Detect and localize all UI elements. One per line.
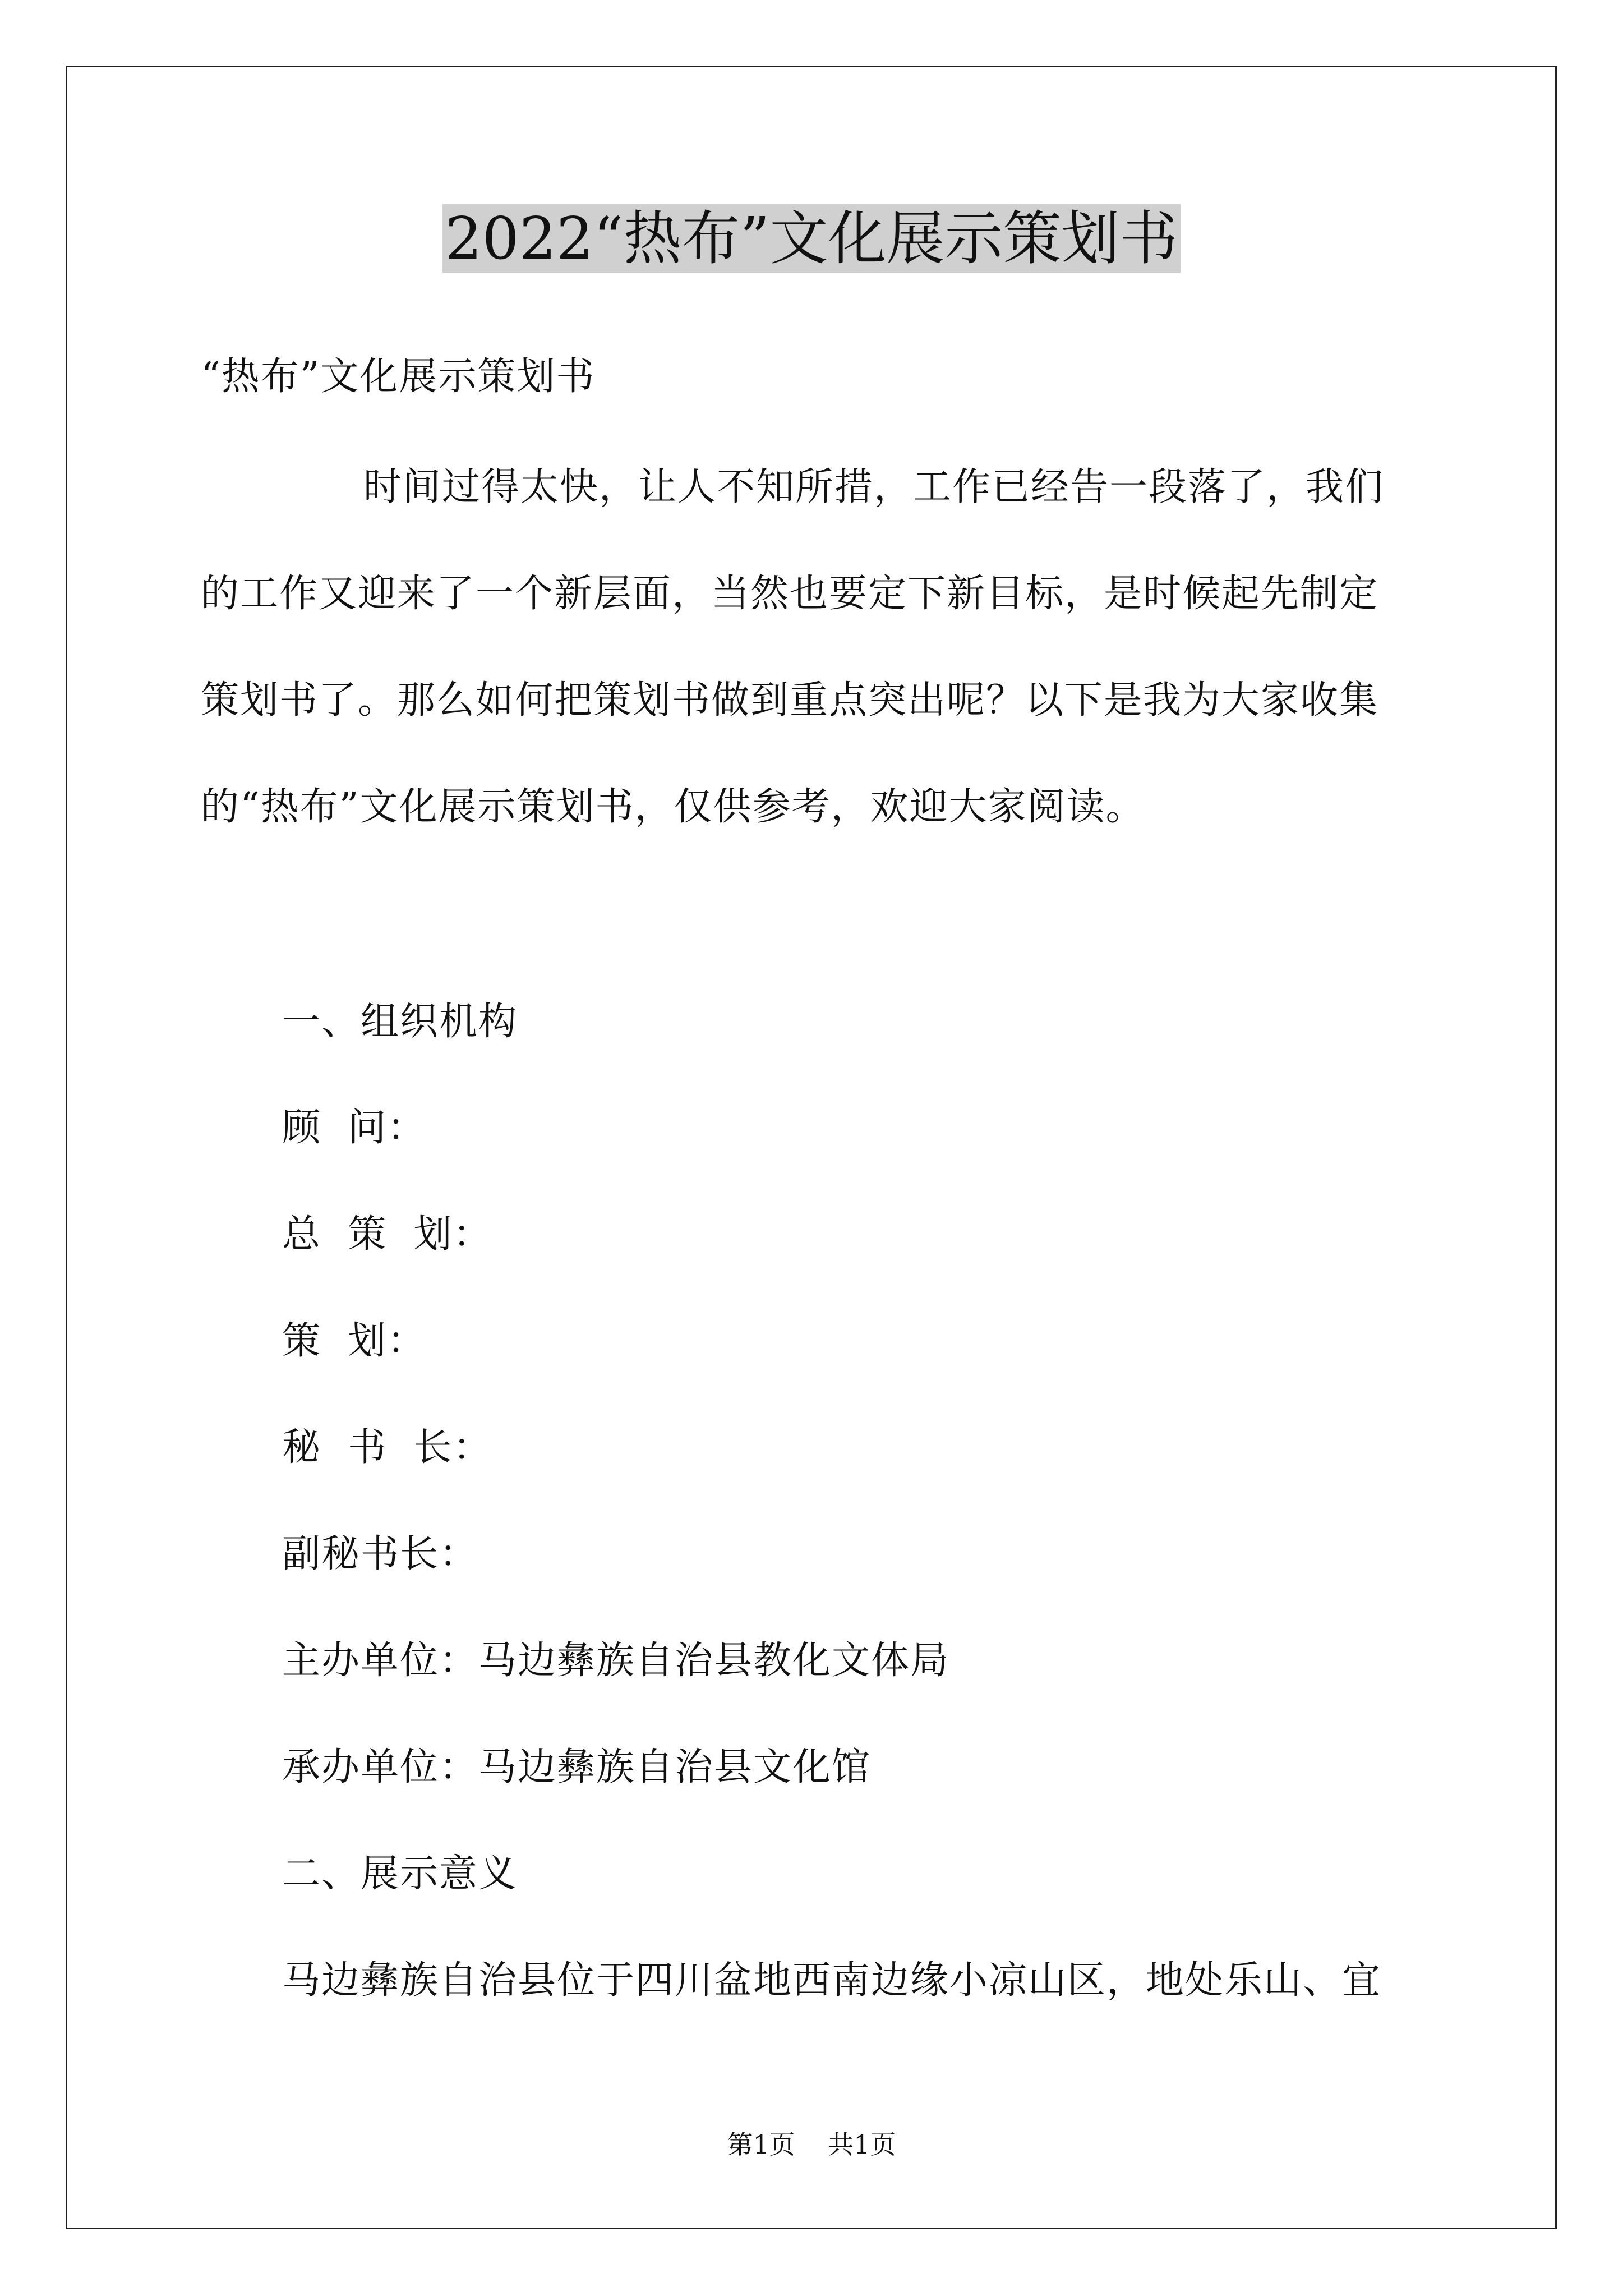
intro-line-3: 策划书了。那么如何把策划书做到重点突出呢？以下是我为大家收集 <box>201 678 1379 723</box>
document-title-text: 2022“热布”文化展示策划书 <box>442 204 1180 273</box>
org-item-host: 主办单位：马边彝族自治县教化文体局 <box>282 1639 950 1683</box>
intro-line-2: 的工作又迎来了一个新层面，当然也要定下新目标，是时候起先制定 <box>201 572 1379 616</box>
org-item-secretary-general: 秘 书 长： <box>282 1425 492 1470</box>
section-2-heading: 二、展示意义 <box>282 1852 518 1896</box>
document-subtitle: “热布”文化展示策划书 <box>201 355 596 399</box>
intro-line-1: 时间过得太快，让人不知所措，工作已经告一段落了，我们 <box>363 465 1385 509</box>
org-item-deputy-secretary: 副秘书长： <box>282 1532 479 1576</box>
org-item-advisor: 顾 问： <box>282 1106 427 1150</box>
section-2-paragraph-line: 马边彝族自治县位于四川盆地西南边缘小凉山区，地处乐山、宜 <box>282 1958 1382 2003</box>
org-item-planner: 策 划： <box>282 1319 427 1363</box>
org-item-chief-planner: 总 策 划： <box>282 1212 492 1257</box>
document-title <box>0 199 1623 278</box>
page-footer: 第1页 共1页 <box>727 2129 896 2160</box>
section-1-heading: 一、组织机构 <box>282 1000 518 1044</box>
org-item-organizer: 承办单位：马边彝族自治县文化馆 <box>282 1745 872 1789</box>
intro-line-4: 的“热布”文化展示策划书，仅供参考，欢迎大家阅读。 <box>201 785 1145 829</box>
